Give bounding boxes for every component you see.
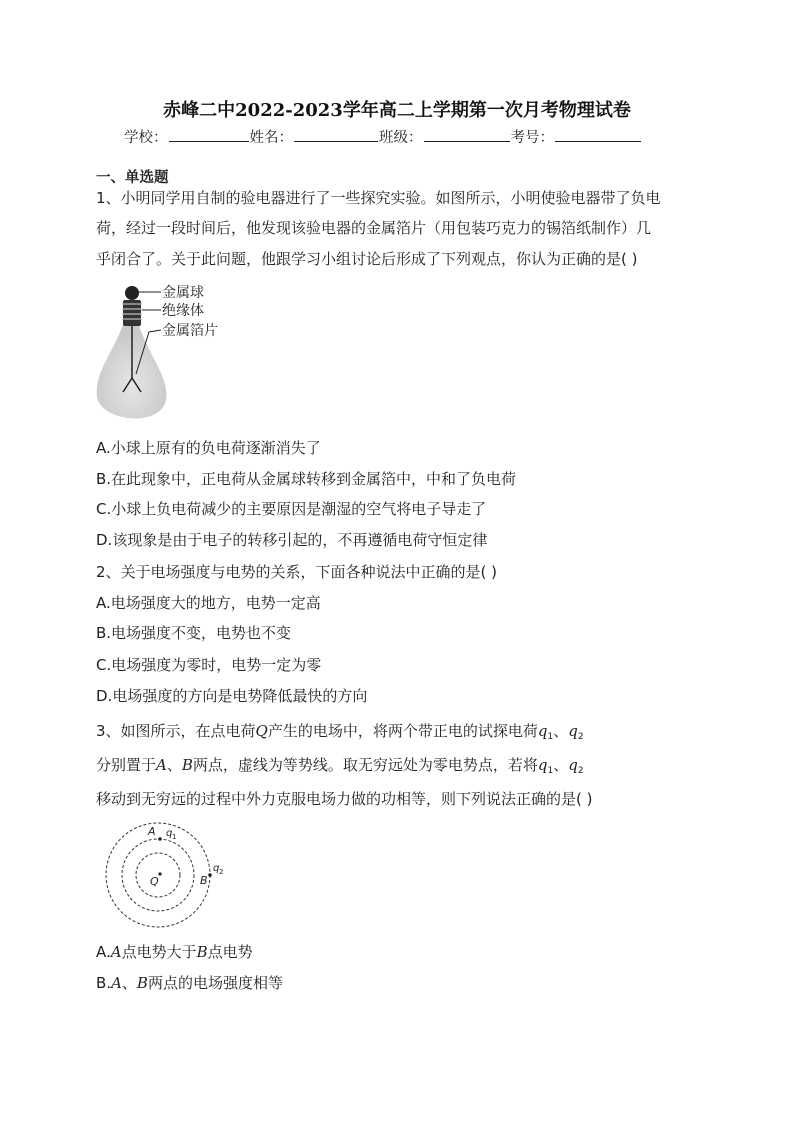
q1-option-b: B.在此现象中，正电荷从金属球转移到金属箔中，中和了负电荷 [96, 470, 517, 488]
name-blank [294, 127, 378, 142]
q1-stem-line3: 乎闭合了。关于此问题，他跟学习小组讨论后形成了下列观点，你认为正确的是( ) [96, 250, 638, 268]
page-title: 赤峰二中2022-2023学年高二上学期第一次月考物理试卷 [163, 100, 631, 121]
q3-stem-line1: 3、如图所示，在点电荷Q产生的电场中，将两个带正电的试探电荷$q_1$、$q_2$ [96, 722, 584, 742]
q2-option-a: A.电场强度大的地方，电势一定高 [96, 594, 321, 612]
school-label: 学校： [124, 130, 168, 146]
label-metal-foil: 金属箔片 [162, 323, 218, 339]
class-label: 班级： [379, 130, 423, 146]
label-q: Q [150, 875, 159, 888]
student-info-row [124, 126, 642, 147]
school-blank [169, 127, 249, 142]
q2-option-b: B.电场强度不变，电势也不变 [96, 624, 292, 642]
label-metal-ball: 金属球 [162, 285, 204, 301]
electroscope-figure [94, 282, 234, 428]
point-b-marker [208, 873, 212, 877]
q1-stem-line1: 1、小明同学用自制的验电器进行了一些探究实验。如图所示，小明使验电器带了负电 [96, 189, 661, 207]
q3-stem-line3: 移动到无穷远的过程中外力克服电场力做的功相等，则下列说法正确的是( ) [96, 790, 593, 808]
label-b: B [200, 874, 208, 887]
label-q1-sub: 1 [172, 833, 177, 841]
q2-option-c: C.电场强度为零时，电势一定为零 [96, 656, 322, 674]
label-q2-sub: 2 [219, 868, 224, 876]
q1-option-c: C.小球上负电荷减少的主要原因是潮湿的空气将电子导走了 [96, 500, 487, 518]
label-q2: q [213, 863, 220, 874]
label-insulator: 绝缘体 [162, 303, 204, 319]
q1-option-d: D.该现象是由于电子的转移引起的，不再遵循电荷守恒定律 [96, 531, 488, 549]
label-a: A [148, 825, 156, 838]
label-q1: q [166, 828, 173, 839]
point-charge-q [158, 872, 161, 875]
name-label: 姓名： [249, 130, 293, 146]
section-heading: 一、单选题 [96, 170, 169, 186]
q3-stem-line2: 分别置于A、B两点，虚线为等势线。取无穷远处为零电势点，若将$q_1$、$q_2$ [96, 756, 584, 776]
class-blank [424, 127, 510, 142]
q2-stem: 2、关于电场强度与电势的关系，下面各种说法中正确的是( ) [96, 563, 498, 581]
q1-option-a: A.小球上原有的负电荷逐渐消失了 [96, 439, 321, 457]
equipotential-figure [104, 820, 234, 930]
q1-stem-line2: 荷，经过一段时间后，他发现该验电器的金属箔片（用包装巧克力的锡箔纸制作）几 [96, 219, 652, 237]
exam-no-label: 考号： [510, 130, 554, 146]
exam-no-blank [555, 127, 641, 142]
metal-ball [125, 286, 139, 300]
point-a-marker [158, 837, 162, 841]
q3-option-a: A.A点电势大于B点电势 [96, 943, 253, 961]
q2-option-d: D.电场强度的方向是电势降低最快的方向 [96, 687, 368, 705]
q3-option-b: B.A、B两点的电场强度相等 [96, 974, 283, 992]
